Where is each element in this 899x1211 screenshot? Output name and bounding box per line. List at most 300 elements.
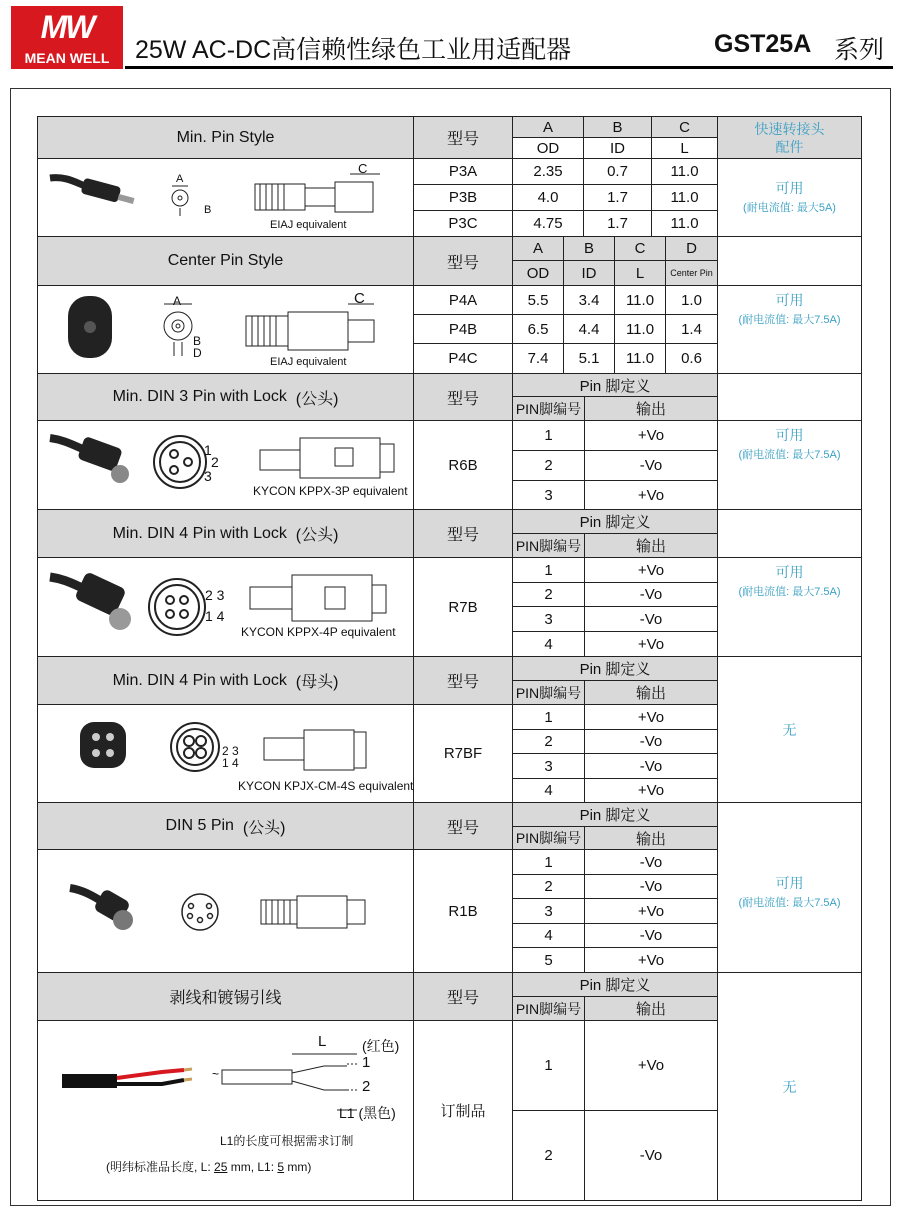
din3-plug-photo-icon <box>50 436 129 483</box>
s2-avail-cell <box>717 285 862 374</box>
wire-outline-icon <box>222 1054 357 1110</box>
s5-drawing-note: KYCON KPJX-CM-4S equivalent <box>238 779 414 793</box>
accessory-label: 配件 <box>775 138 804 155</box>
row-model: P4A <box>448 291 478 309</box>
table-row <box>512 753 585 779</box>
s1-dim-c: C <box>358 161 368 176</box>
row-d: 1.4 <box>681 320 702 338</box>
s7-wire-1: 1 <box>362 1054 371 1071</box>
s7-pin-no-header <box>512 996 585 1021</box>
quick-conn-label: 快速转接头 <box>754 120 825 137</box>
pin-number: 1 <box>544 561 553 579</box>
table-row <box>512 631 585 657</box>
row-c: 11.0 <box>670 215 699 232</box>
table-row <box>512 778 585 803</box>
avail-text: 无 <box>782 721 797 738</box>
s1-quick-conn-header <box>717 116 862 159</box>
s5-model: R7BF <box>443 745 483 762</box>
s2-col-b-sub <box>563 260 615 286</box>
table-cell <box>665 285 718 315</box>
s1-col-a-sub-label: OD <box>536 139 560 157</box>
s2-col-a-sub-label: OD <box>526 264 550 282</box>
s1-drawing-note: EIAJ equivalent <box>270 219 347 231</box>
row-a: 4.0 <box>537 189 559 206</box>
table-row <box>512 480 585 510</box>
plug-photo-icon <box>50 178 135 204</box>
s1-type-header <box>413 116 513 159</box>
s7-dim-l: L <box>318 1033 327 1050</box>
table-cell <box>651 158 718 185</box>
table-cell <box>512 314 564 344</box>
din4-female-front-view-icon <box>171 723 219 771</box>
s5-type-label: 型号 <box>446 674 479 691</box>
current-rating: (耐电流值: 最大7.5A) <box>738 896 841 909</box>
s6-avail-cell <box>717 802 862 973</box>
table-cell <box>584 1020 718 1111</box>
model-title: GST25A <box>714 30 812 58</box>
pin-output: -Vo <box>639 853 663 871</box>
s4-pin-def-header <box>512 509 718 534</box>
s2-col-c-label: C <box>634 240 646 257</box>
avail-text: 可用 <box>775 564 804 580</box>
s7-wire-2: 2 <box>362 1078 371 1095</box>
table-cell <box>584 606 718 632</box>
table-row <box>512 947 585 973</box>
table-row <box>512 420 585 451</box>
row-c: 11.0 <box>625 320 655 338</box>
s3-avail-cell <box>717 420 862 510</box>
table-cell <box>584 480 718 510</box>
s7-type-label: 型号 <box>446 990 479 1007</box>
table-row <box>512 704 585 730</box>
s3-pin-def-header <box>512 373 718 397</box>
s6-type-label: 型号 <box>446 819 479 837</box>
s3-title-cell <box>37 373 414 421</box>
row-b: 0.7 <box>607 163 628 180</box>
center-pin-front-view-icon <box>164 304 192 356</box>
din4-female-photo-icon <box>80 722 126 768</box>
table-cell <box>584 778 718 803</box>
barrel-plug-photo-icon <box>68 296 112 358</box>
s6-connector-drawing <box>65 880 395 950</box>
table-cell <box>665 343 718 374</box>
pin-output: -Vo <box>639 610 663 628</box>
pin-front-view-icon <box>172 186 188 216</box>
pin-number: 2 <box>544 457 553 474</box>
table-cell <box>584 582 718 607</box>
pin-output: +Vo <box>637 708 665 726</box>
table-cell <box>584 849 718 875</box>
table-cell <box>512 184 584 211</box>
s5-pin-no-header <box>512 680 585 705</box>
s2-col-a <box>512 236 564 261</box>
output-label: 输出 <box>635 830 666 848</box>
table-cell <box>512 343 564 374</box>
pin-no-label: PIN脚编号 <box>515 684 582 701</box>
s2-col-c <box>614 236 666 261</box>
row-a: 6.5 <box>527 320 549 338</box>
s4-drawing-note: KYCON KPPX-4P equivalent <box>241 625 396 639</box>
pin-no-label: PIN脚编号 <box>515 537 582 554</box>
s1-col-c-sub-label: L <box>680 139 689 157</box>
table-cell <box>584 947 718 973</box>
s3-pin-no-header <box>512 396 585 421</box>
s1-avail-cell <box>717 158 862 237</box>
table-cell <box>614 314 666 344</box>
table-cell <box>512 285 564 315</box>
table-row <box>413 158 513 185</box>
s2-col-d <box>665 236 718 261</box>
s3-type-label: 型号 <box>446 390 479 408</box>
pin-output: +Vo <box>637 1057 665 1074</box>
pin-number: 4 <box>544 782 553 799</box>
table-row <box>413 210 513 237</box>
pin-number: 3 <box>544 902 553 920</box>
din4-plug-photo-icon <box>50 571 131 630</box>
table-cell <box>584 557 718 583</box>
pin-output: +Vo <box>637 561 665 579</box>
s4-blank-header <box>717 509 862 558</box>
pin-output: -Vo <box>639 457 663 474</box>
pin-no-label: PIN脚编号 <box>515 830 582 846</box>
wire-photo-icon <box>62 1069 192 1088</box>
s1-col-a-label: A <box>542 118 553 136</box>
s7-model-cell <box>413 1020 513 1201</box>
s2-dim-b: B <box>193 334 202 348</box>
current-rating: (耐电流值: 最大7.5A) <box>738 314 841 326</box>
row-c: 11.0 <box>670 163 699 180</box>
table-row <box>512 729 585 754</box>
logo-mark: MW <box>40 9 94 45</box>
table-cell <box>614 343 666 374</box>
s7-l1-black-label: L1 (黑色) <box>339 1105 396 1121</box>
s2-type-header <box>413 236 513 286</box>
avail-text: 无 <box>782 1078 797 1095</box>
page-title: 25W AC-DC高信赖性绿色工业用适配器 <box>135 36 572 64</box>
table-cell <box>512 158 584 185</box>
s1-col-c <box>651 116 718 138</box>
row-b: 5.1 <box>578 350 600 367</box>
table-row <box>413 285 513 315</box>
row-model: P4C <box>448 350 478 367</box>
row-a: 5.5 <box>527 291 549 309</box>
s6-pin-no-header <box>512 826 585 850</box>
current-rating: (耐电流值: 最大7.5A) <box>738 449 841 461</box>
avail-text: 可用 <box>775 427 804 443</box>
s1-title: Min. Pin Style <box>176 128 275 146</box>
center-pin-side-view-icon <box>246 304 374 350</box>
s2-dim-c: C <box>354 290 365 307</box>
pin-output: +Vo <box>637 782 665 799</box>
s5-title-cell <box>37 656 414 705</box>
series-label: 系列 <box>834 36 885 64</box>
s7-note-2 <box>106 1158 311 1175</box>
output-label: 输出 <box>635 685 666 702</box>
s2-type-label: 型号 <box>446 254 479 272</box>
pin-output: -Vo <box>639 927 663 944</box>
row-a: 7.4 <box>527 350 549 367</box>
row-c: 11.0 <box>670 189 699 206</box>
s3-model-cell <box>413 420 513 510</box>
s6-output-header <box>584 826 718 850</box>
pin-output: -Vo <box>639 733 663 750</box>
s7-note-1: L1的长度可根据需求订制 <box>220 1134 354 1148</box>
pin-def-label: Pin 脚定义 <box>579 977 651 994</box>
table-cell <box>584 753 718 779</box>
s5-pin-def-header <box>512 656 718 681</box>
s4-pin-label-bottom: 1 4 <box>205 608 225 624</box>
current-rating: (耐电流值: 最大5A) <box>743 201 836 214</box>
table-cell <box>665 314 718 344</box>
row-b: 1.7 <box>607 215 628 232</box>
s1-type-label: 型号 <box>446 131 479 148</box>
row-model: P4B <box>448 320 478 338</box>
row-b: 1.7 <box>607 189 628 206</box>
table-cell <box>583 184 652 211</box>
note2-mid: mm, L1: <box>227 1160 278 1174</box>
s4-type-header <box>413 509 513 558</box>
mean-well-logo <box>11 6 123 69</box>
avail-text: 可用 <box>775 292 804 308</box>
table-cell <box>651 210 718 237</box>
s2-col-c-sub-label: L <box>635 264 645 282</box>
s7-avail-cell <box>717 972 862 1201</box>
table-cell <box>583 158 652 185</box>
s3-drawing-note: KYCON KPPX-3P equivalent <box>253 484 408 498</box>
s6-title-suffix: (公头) <box>242 819 286 837</box>
table-row <box>413 314 513 344</box>
s3-output-header <box>584 396 718 421</box>
table-row <box>512 849 585 875</box>
s7-model: 订制品 <box>440 1103 486 1120</box>
s5-pin-label-bottom: 1 4 <box>222 756 239 770</box>
row-a: 2.35 <box>533 163 563 180</box>
s4-pin-no-header <box>512 533 585 558</box>
note2-l-value: 25 <box>214 1160 228 1174</box>
pin-number: 3 <box>544 757 553 775</box>
s5-title-suffix: (母头) <box>295 674 339 691</box>
s2-col-c-sub <box>614 260 666 286</box>
table-cell <box>563 314 615 344</box>
pin-number: 2 <box>544 1147 553 1164</box>
table-cell <box>583 210 652 237</box>
s4-title: Min. DIN 4 Pin with Lock <box>112 524 287 542</box>
pin-output: -Vo <box>639 757 663 775</box>
s4-output-header <box>584 533 718 558</box>
din4-side-view-icon <box>250 575 386 621</box>
s5-title: Min. DIN 4 Pin with Lock <box>112 671 287 689</box>
din4-female-side-view-icon <box>264 730 366 770</box>
table-row <box>512 557 585 583</box>
table-cell <box>584 420 718 451</box>
s2-col-b-label: B <box>583 240 594 257</box>
s2-col-d-sub <box>665 260 718 286</box>
s6-title-cell <box>37 802 414 850</box>
pin-number: 2 <box>544 878 553 895</box>
s6-model: R1B <box>448 902 478 920</box>
s7-title: 剥线和镀锡引线 <box>169 990 282 1007</box>
s2-col-a-sub <box>512 260 564 286</box>
table-cell <box>584 923 718 948</box>
pin-no-label: PIN脚编号 <box>515 1000 582 1017</box>
table-cell <box>563 343 615 374</box>
logo-text: MEAN WELL <box>24 50 110 66</box>
pin-number: 1 <box>544 708 553 726</box>
s3-type-header <box>413 373 513 421</box>
s7-title-cell <box>37 972 414 1021</box>
output-label: 输出 <box>635 538 666 555</box>
table-cell <box>584 631 718 657</box>
avail-text: 可用 <box>775 179 804 196</box>
s1-title-cell <box>37 116 414 159</box>
s7-output-header <box>584 996 718 1021</box>
table-row <box>413 184 513 211</box>
din3-side-view-icon <box>260 438 394 478</box>
output-label: 输出 <box>635 401 666 418</box>
s3-pin-label-3: 3 <box>204 468 212 484</box>
table-cell <box>584 1110 718 1201</box>
s6-pin-def-header <box>512 802 718 827</box>
s1-col-b-sub-label: ID <box>610 139 625 157</box>
s5-avail-cell <box>717 656 862 803</box>
s4-title-suffix: (公头) <box>295 527 339 544</box>
s1-col-c-label: C <box>679 118 690 136</box>
pin-output: -Vo <box>639 586 663 603</box>
pin-output: +Vo <box>637 486 665 504</box>
output-label: 输出 <box>635 1001 666 1018</box>
table-row <box>512 582 585 607</box>
table-row <box>512 450 585 481</box>
pin-def-label: Pin 脚定义 <box>579 514 651 531</box>
table-row <box>512 874 585 899</box>
s6-type-header <box>413 802 513 850</box>
current-rating: (耐电流值: 最大7.5A) <box>738 586 841 598</box>
row-d: 1.0 <box>681 291 702 309</box>
table-cell <box>614 285 666 315</box>
table-row <box>512 606 585 632</box>
pin-no-label: PIN脚编号 <box>515 400 582 417</box>
note2-pre: (明纬标准品长度, L: <box>106 1160 215 1174</box>
s1-col-b <box>583 116 652 138</box>
pin-number: 1 <box>544 427 553 444</box>
table-row <box>512 1110 585 1201</box>
s1-dim-a: A <box>176 173 184 185</box>
s6-title: DIN 5 Pin <box>165 817 234 834</box>
s6-model-cell <box>413 849 513 973</box>
s3-title-suffix: (公头) <box>295 390 339 408</box>
s1-connector-drawing <box>50 168 410 233</box>
table-row <box>512 923 585 948</box>
pin-output: +Vo <box>637 902 665 920</box>
pin-number: 1 <box>544 1057 553 1074</box>
s1-col-c-sub <box>651 137 718 159</box>
table-cell <box>563 285 615 315</box>
table-cell <box>584 898 718 924</box>
s7-type-header <box>413 972 513 1021</box>
s2-dim-d: D <box>193 346 202 360</box>
row-b: 4.4 <box>578 320 600 338</box>
din5-plug-photo-icon <box>70 888 133 930</box>
pin-number: 5 <box>544 951 553 969</box>
din3-front-view-icon <box>154 436 206 488</box>
wire-glyph-icon: ~ <box>212 1067 220 1081</box>
table-row <box>512 1020 585 1111</box>
pin-number: 4 <box>544 927 553 944</box>
s1-dim-b: B <box>204 204 212 216</box>
din4-front-view-icon <box>149 579 205 635</box>
row-model: P3B <box>448 189 478 206</box>
pin-number: 2 <box>544 733 553 750</box>
table-cell <box>584 704 718 730</box>
s3-blank-header <box>717 373 862 421</box>
s3-model: R6B <box>448 456 478 474</box>
s4-model-cell <box>413 557 513 657</box>
note2-l1-value: 5 <box>277 1160 285 1174</box>
s2-dim-a: A <box>173 294 182 308</box>
pin-side-view-icon <box>255 174 380 212</box>
pin-number: 3 <box>544 610 553 628</box>
row-a: 4.75 <box>533 215 563 232</box>
row-c: 11.0 <box>625 291 655 309</box>
table-cell <box>584 729 718 754</box>
table-cell <box>584 450 718 481</box>
s1-col-a <box>512 116 584 138</box>
din5-front-view-icon <box>182 894 218 930</box>
pin-number: 3 <box>544 486 553 504</box>
note2-post: mm) <box>284 1160 312 1174</box>
table-cell <box>512 210 584 237</box>
s2-col-b <box>563 236 615 261</box>
row-b: 3.4 <box>578 291 600 309</box>
pin-output: +Vo <box>637 635 665 653</box>
s1-col-b-sub <box>583 137 652 159</box>
s7-red-label: (红色) <box>362 1038 400 1054</box>
table-cell <box>584 874 718 899</box>
s2-col-b-sub-label: ID <box>581 264 597 282</box>
s2-blank-header <box>717 236 862 286</box>
pin-def-label: Pin 脚定义 <box>579 807 651 824</box>
s3-title: Min. DIN 3 Pin with Lock <box>112 388 287 405</box>
pin-number: 1 <box>544 853 553 871</box>
row-c: 11.0 <box>625 350 655 367</box>
pin-def-label: Pin 脚定义 <box>579 661 651 678</box>
s2-drawing-note: EIAJ equivalent <box>270 356 347 368</box>
header-rule <box>125 66 893 69</box>
pin-output: -Vo <box>639 1147 663 1164</box>
s1-col-b-label: B <box>612 118 623 136</box>
pin-output: +Vo <box>637 951 665 969</box>
pin-output: +Vo <box>637 427 665 444</box>
s2-title: Center Pin Style <box>167 252 284 269</box>
s4-pin-label-top: 2 3 <box>205 587 225 603</box>
s4-avail-cell <box>717 557 862 657</box>
s3-pin-label-2: 2 <box>211 454 219 470</box>
s2-col-d-label: D <box>686 240 697 257</box>
din5-side-view-icon <box>261 896 365 928</box>
row-model: P3C <box>448 215 478 232</box>
s5-model-cell <box>413 704 513 803</box>
s5-output-header <box>584 680 718 705</box>
s2-col-d-sub-label: Center Pin <box>670 268 713 278</box>
row-model: P3A <box>448 163 478 180</box>
s7-pin-def-header <box>512 972 718 997</box>
table-row <box>512 898 585 924</box>
s5-pin-label-top: 2 3 <box>222 744 239 758</box>
s4-type-label: 型号 <box>446 527 479 544</box>
table-row <box>413 343 513 374</box>
pin-number: 2 <box>544 586 553 603</box>
s4-model: R7B <box>448 598 478 616</box>
